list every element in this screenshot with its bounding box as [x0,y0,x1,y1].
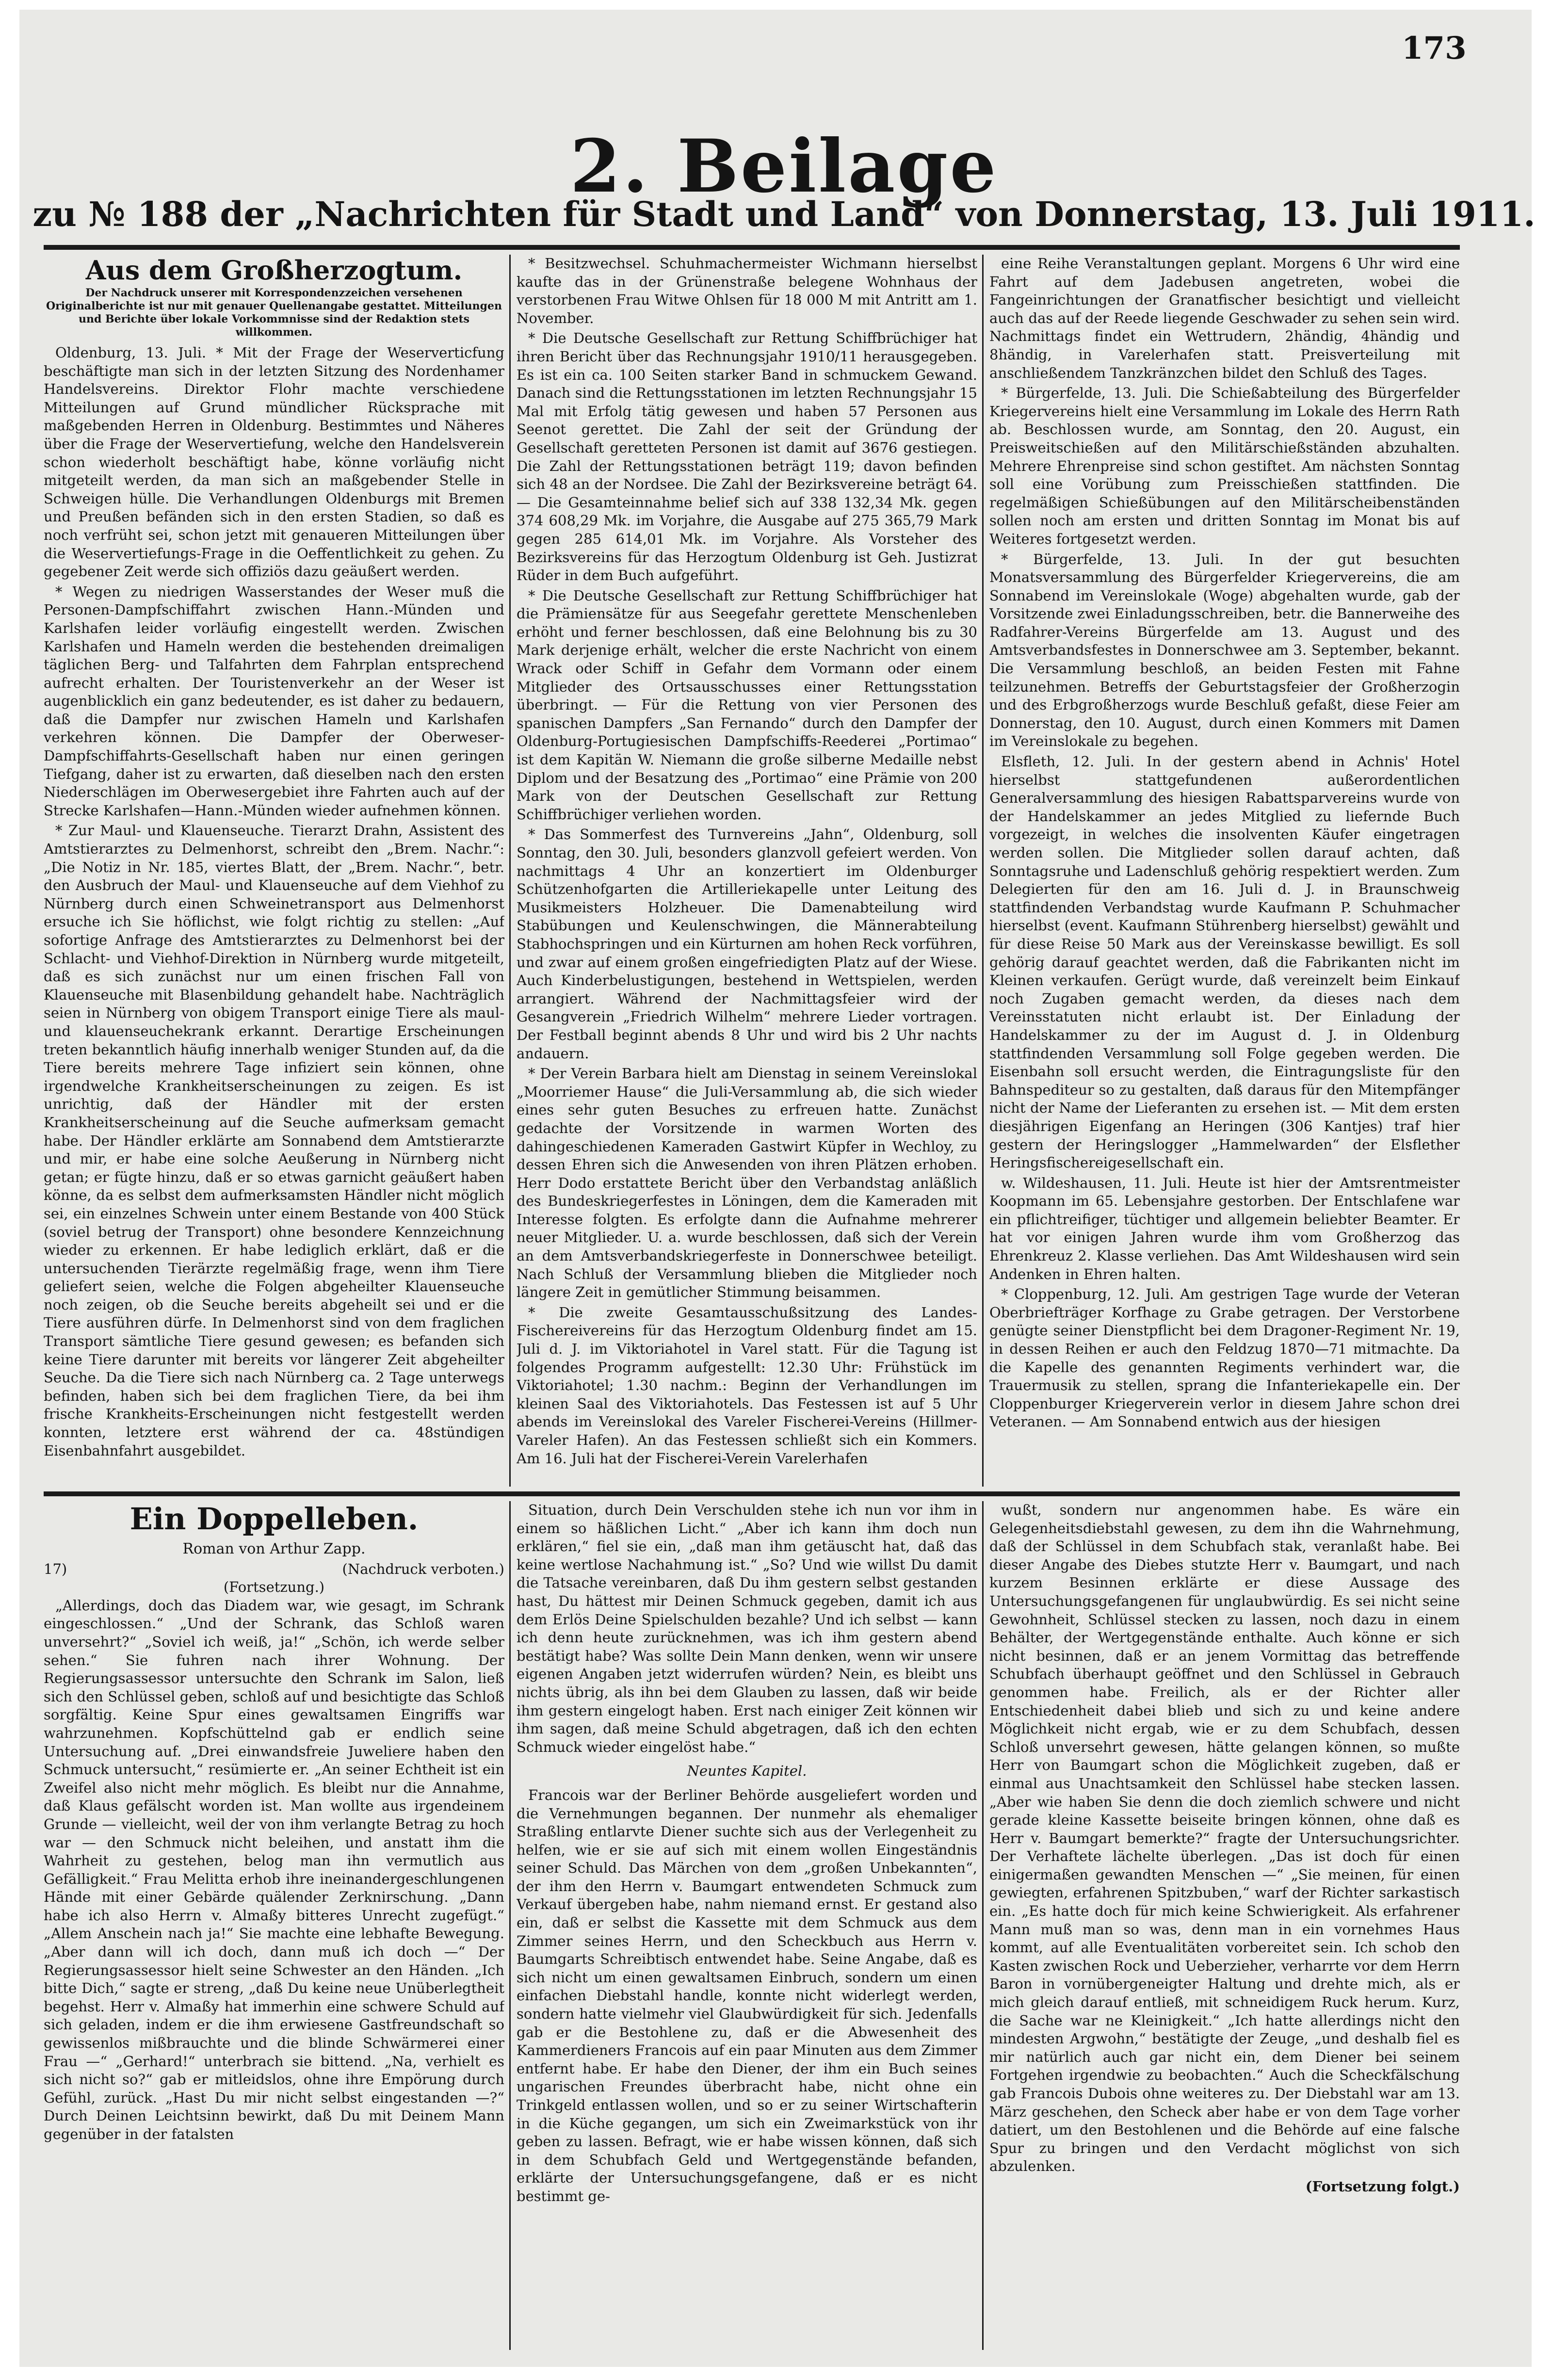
article-elsfleth: Elsfleth, 12. Juli. In der gestern abend in Achnis' Hotel hierselbst stattgefundenen außerordentlichen Generalversammlung des hiesigen Rabattsparvereins wurde von der Handelskammer an jedes Mitglied zu liefernde Buch vorgezeigt, in welches die insolventen Käufer eingetragen werden sollen. Die Mitglieder sollen darauf achten, daß Sonntagsruhe und Ladenschluß gehörig respektiert werden. Zum Delegierten für den am 16. Juli d. J. in Braunschweig stattfindenden Verbandstag wurde Kaufmann P. Schuhmacher hierselbst (event. Kaufmann Stührenberg hierselbst) gewählt und für diese Reise 50 Mark aus der Vereinskasse bewilligt. Es soll gehörig darauf geachtet werden, daß die Fabrikanten nicht im Kleinen verkaufen. Gerügt wurde, daß vereinzelt beim Einkauf noch Zugaben gemacht werden, da dieses nach dem Vereinsstatuten nicht erlaubt ist. Der Einladung der Handelskammer zu der im August d. J. in Oldenburg stattfindenden Versammlung soll Folge gegeben werden. Die Eisenbahn soll ersucht werden, die Eintragungsliste für den Bahnspediteur so zu gestalten, daß daraus für den Mitempfänger nicht der Name der Lieferanten zu ersehen ist. — Mit dem ersten diesjährigen Eigenfang an Heringen (306 Kantjes) traf hier gestern der Heringslogger „Hammelwarden“ der Elsflether Heringsfischereigesellschaft ein. [989,753,1460,1171]
article-weservertiefung: Oldenburg, 13. Juli. * Mit der Frage der Weserverticfung beschäftigte man sich in der letzten Sitzung des Nordenhamer Handelsvereins. Direktor Flohr machte verschiedene Mitteilungen auf Grund mündlicher Rücksprache mit maßgebenden Herren in Oldenburg. Bestimmtes und Näheres über die Frage der Weservertiefung, welche den Handelsverein schon wiederholt beschäftigt habe, könne vorläufig nicht mitgeteilt werden, da man sich an maßgebender Stelle in Schweigen hülle. Die Verhandlungen Oldenburgs mit Bremen und Preußen befänden sich in den ersten Stadien, so daß es noch verfrüht sei, schon jetzt mit genaueren Mitteilungen über die Weservertiefungs-Frage in die Oeffentlichkeit zu gehen. Zu gegebener Zeit werde sich offiziös dazu geäußert werden. [44,344,504,580]
article-besitzwechsel: * Besitzwechsel. Schuhmachermeister Wichmann hierselbst kaufte das in der Grünenstraße belegene Wohnhaus der verstorbenen Frau Witwe Ohlsen für 18 000 M mit Antritt am 1. November. [517,255,977,326]
continuation-label: (Fortsetzung.) [223,1579,325,1596]
novel-meta [44,1560,504,1579]
novel-text: „Allerdings, doch das Diadem war, wie gesagt, im Schrank eingeschlossen.“ „Und der Schrank, das Schloß waren unversehrt?“ „Soviel ich weiß, ja!“ „Schön, ich werde selber sehen.“ Sie fuhren nach ihrer Wohnung. Der Regierungsassessor untersuchte den Schrank im Salon, ließ sich den Schlüssel geben, schloß auf und besichtigte das Schloß sorgfältig. Keine Spur eines gewaltsamen Eingriffs war wahrzunehmen. Kopfschüttelnd gab er endlich seine Untersuchung auf. „Drei einwandsfreie Juweliere haben den Schmuck untersucht,“ resümierte er. „An seiner Echtheit ist ein Zweifel also nicht mehr möglich. Es bleibt nur die Annahme, daß Klaus gefälscht worden ist. Man wollte aus irgendeinem Grunde — vielleicht, weil der von ihm verlangte Betrag zu hoch war — den Schmuck nicht beleihen, und anstatt ihm die Wahrheit zu gestehen, belog man ihn vermutlich aus Gefälligkeit.“ Frau Melitta erhob ihre ineinandergeschlungenen Hände mit einer Gebärde quälender Zerknirschung. „Dann habe ich also Herrn v. Almaßy bitteres Unrecht zugefügt.“ „Allem Anschein nach ja!“ Sie machte eine lebhafte Bewegung. „Aber dann will ich doch, dann muß ich doch —“ Der Regierungsassessor hielt seine Schwester an den Händen. „Ich bitte Dich,“ sagte er streng, „daß Du keine neue Unüberlegtheit begehst. Herr v. Almaßy hat immerhin eine schwere Schuld auf sich geladen, indem er die ihm erwiesene Gastfreundschaft so gewissenlos mißbrauchte und die blinde Schwärmerei einer Frau —“ „Gerhard!“ unterbrach sie bittend. „Na, verhielt es sich nicht so?“ gab er mitleidslos, ohne ihre Empörung durch Gefühl, zurück. „Hast Du mir nicht selbst eingestanden —?“ Durch Deinen Leichtsinn bewirkt, daß Du mit Deinem Mann gegenüber in der fatalsten [44,1597,504,2142]
article-klauenseuche: * Zur Maul- und Klauenseuche. Tierarzt Drahn, Assistent des Amtstierarztes zu Delmenhorst, schreibt den „Brem. Nachr.“: „Die Notiz in Nr. 185, viertes Blatt, der „Brem. Nachr.“, betr. den Ausbruch der Maul- und Klauenseuche auf dem Viehhof zu Nürnberg durch einen Schweinetransport aus Delmenhorst ersuche ich Sie höflichst, wie folgt richtig zu stellen: „Auf sofortige Anfrage des Amtstierarztes zu Delmenhorst bei der Schlacht- und Viehhof-Direktion in Nürnberg wurde mitgeteilt, daß es sich zunächst nur um einen frischen Fall von Klauenseuche mit Blasenbildung gehandelt habe. Nachträglich seien in Nürnberg von obigem Transport einige Tiere als maul- und klauenseuchekrank erkannt. Derartige Erscheinungen treten bekanntlich häufig innerhalb weniger Stunden auf, da die Tiere bereits mehrere Tage infiziert sein können, ohne irgendwelche Krankheitserscheinungen zu zeigen. Es ist unrichtig, daß der Händler mit der ersten Krankheitserscheinung auf die Seuche aufmerksam gemacht habe. Der Händler erklärte am Sonnabend dem Amtstierarzte und mir, er habe eine solche Aeußerung in Nürnberg nicht getan; er fügte hinzu, daß er so etwas garnicht geäußert haben könne, da es selbst dem aufmerksamsten Händler nicht möglich sei, ein einzelnes Schwein unter einem Bestande von 400 Stück (soviel betrug der Transport) ohne besondere Kennzeichnung wieder zu erkennen. Er habe lediglich erklärt, daß er die untersuchenden Tierärzte regelmäßig frage, wenn ihm Tiere geliefert seien, welche die Folgen abgeheilter Klauenseuche noch zeigen, ob die Seuche bereits abgeheilt sei und er die Tiere ausführen dürfe. In Delmenhorst sind von dem fraglichen Transport sämtliche Tiere gesund gewesen; es befanden sich keine Tiere darunter mit bereits vor längerer Zeit abgeheilter Seuche. Da die Tiere sich nach Nürnberg ca. 2 Tage unterwegs befinden, haben sich bei dem fraglichen Tiere, da bei ihm frische Krankheits-Erscheinungen nicht festgestellt werden konnten, letztere erst während der ca. 48stündigen Eisenbahnfahrt ausgebildet. [44,822,504,1459]
page-title: 2. Beilage [570,124,998,209]
novel-column-1 [44,1501,504,2350]
article-fischereiverein: * Die zweite Gesamtausschußsitzung des Landes-Fischereivereins für das Herzogtum Oldenburg findet am 15. Juli d. J. im Viktoriahotel in Varel statt. Für die Tagung ist folgendes Programm aufgestellt: 12.30 Uhr: Frühstück im Viktoriahotel; 1.30 nachm.: Beginn der Verhandlungen im kleinen Saal des Viktoriahotels. Das Festessen ist auf 5 Uhr abends im Vereinslokal des Vareler Fischerei-Vereins (Hillmer-Vareler Hafen). An das Festessen schließt sich ein Kommers. Am 16. Juli hat der Fischerei-Verein Varelerhafen [517,1304,977,1467]
article-cloppenburg: * Cloppenburg, 12. Juli. Am gestrigen Tage wurde der Veteran Oberbriefträger Korfhage zu Grabe getragen. Der Verstorbene genügte seiner Dienstpflicht bei dem Dragoner-Regiment Nr. 19, in dessen Reihen er auch den Feldzug 1870—71 mitmachte. Da die Kapelle des genannten Regiments verhindert war, die Trauermusik zu stellen, sprang die Infanteriekapelle ein. Der Cloppenburger Kriegerverein verlor in diesem Jahre schon drei Veteranen. — Am Sonnabend entwich aus der hiesigen [989,1286,1460,1430]
article-schiffbruechige-bericht: * Die Deutsche Gesellschaft zur Rettung Schiffbrüchiger hat ihren Bericht über das Rechnungsjahr 1910/11 herausgegeben. Es ist ein ca. 100 Seiten starker Band in schmuckem Gewand. Danach sind die Rettungsstationen im letzten Rechnungsjahr 15 Mal mit Erfolg tätig gewesen und haben 57 Personen aus Seenot gerettet. Die Zahl der seit der Gründung der Gesellschaft geretteten Personen ist damit auf 3676 gestiegen. Die Zahl der Rettungsstationen beträgt 119; davon befinden sich 48 an der Nordsee. Die Zahl der Bezirksvereine beträgt 64. — Die Gesamteinnahme belief sich auf 338 132,34 Mk. gegen 374 608,29 Mk. im Vorjahre, die Ausgabe auf 275 365,79 Mark gegen 285 614,01 Mk. im Vorjahre. Als Vorsteher des Bezirksvereins für das Herzogtum Oldenburg ist Geh. Justizrat Rüder in dem Buch aufgeführt. [517,330,977,584]
novel-number: 17) [44,1560,67,1577]
novel-text: wußt, sondern nur angenommen habe. Es wäre ein Gelegenheitsdiebstahl gewesen, zu dem ihn die Wahrnehmung, daß der Schlüssel in dem Schubfach stak, veranlaßt habe. Bei dieser Angabe des Diebes stutzte Herr v. Baumgart, und nach kurzem Besinnen erklärte er diese Aussage des Untersuchungsgefangenen für unglaubwürdig. Es sei nicht seine Gewohnheit, Schlüssel stecken zu lassen, noch dazu in einem Behälter, der Wertgegenstände enthalte. Auch könne er sich nicht besinnen, daß er an jenem Vormittag das betreffende Schubfach überhaupt geöffnet und den Schlüssel in Gebrauch genommen habe. Freilich, als er der Richter aller Entschiedenheit dabei blieb und sich zu und keine andere Möglichkeit nicht ergab, wie er zu dem Schubfach, dessen Schloß unversehrt gewesen, hätte gelangen können, so mußte Herr von Baumgart schon die Möglichkeit zugeben, daß er einmal aus Unachtsamkeit den Schlüssel habe stecken lassen. „Aber wie haben Sie denn die doch ziemlich schwere und nicht gerade kleine Kassette beiseite bringen können, ohne daß es Herr v. Baumgart bemerkte?“ fragte der Untersuchungsrichter. Der Verhaftete lächelte überlegen. „Das ist doch für einen einigermaßen gewandten Menschen —“ „Sie meinen, für einen gewiegten, erfahrenen Spitzbuben,“ warf der Richter sarkastisch ein. „Es hatte doch für mich keine Schwierigkeit. Als erfahrener Mann muß man so was, denn man in ein vornehmes Haus kommt, auf alle Eventualitäten vorbereitet sein. Ich schob den Kasten zwischen Rock und Ueberzieher, verharrte vor dem Herrn Baron in vornübergeneigter Haltung und drehte mich, als er mich gleich darauf entließ, mit schneidigem Ruck herum. Kurz, die Sache war ne Kleinigkeit.“ „Ich hatte allerdings nicht den mindesten Argwohn,“ bestätigte der Zeuge, „und deshalb fiel es mir natürlich auch gar nicht ein, dem Diener bei seinem Fortgehen irgendwie zu beobachten.“ Auch die Scheckfälschung gab Francois Dubois ohne weiteres zu. Der Diebstahl war am 13. März geschehen, den Scheck aber habe er von dem Tage vorher datiert, um den Bestohlenen und die Behörde auf eine falsche Spur zu bringen und den Verdacht möglichst von sich abzulenken. [989,1502,1460,2175]
article-buergerfelde-schiessen: * Bürgerfelde, 13. Juli. Die Schießabteilung des Bürgerfelder Kriegervereins hielt eine Versammlung im Lokale des Herrn Rath ab. Beschlossen wurde, am Sonntag, den 20. August, ein Preisweitschießen auf den Militärschießständen abzuhalten. Mehrere Ehrenpreise sind schon gestiftet. Am nächsten Sonntag soll eine Vorübung zum Preisschießen stattfinden. Die regelmäßigen Schießübungen auf den Militärscheibenständen sollen noch am ersten und dritten Sonntag im Monat bis auf Weiteres fortgesetzt werden. [989,385,1460,547]
novel-text: Situation, durch Dein Verschulden stehe ich nun vor ihm in einem so häßlichen Licht.“ „Aber ich kann ihm doch nun erklären,“ fiel sie ein, „daß man ihm getäuscht hat, daß das keine wertlose Nachahmung ist.“ „So? Und wie willst Du damit die Tatsache vereinbaren, daß Du ihm gestern selbst gestanden hast, Du hättest mir Deinen Schmuck gegeben, damit ich aus dem Erlös Deine Spielschulden bezahle? Und ich selbst — kann ich denn heute zurücknehmen, was ich ihm gestern abend bestätigt habe? Was sollte Dein Mann denken, wenn wir unsere eigenen Angaben jetzt widerrufen würden? Nein, es bleibt uns nichts übrig, als ihn bei dem Glauben zu lassen, daß wir beide ihm gestern eingelogt haben. Erst nach einiger Zeit können wir ihm sagen, daß meine Schuld abgetragen, daß ich den echten Schmuck wieder eingelöst habe.“ [517,1502,977,1755]
column-divider [509,1501,511,2350]
article-schiffbruechige-praemien: * Die Deutsche Gesellschaft zur Rettung Schiffbrüchiger hat die Prämiensätze für aus Seegefahr gerettete Menschenleben erhöht und ferner beschlossen, daß eine Belohnung bis zu 30 Mark derjenige erhält, welcher die erste Nachricht von einem Wrack oder Schiff in Gefahr dem Vormann oder einem Mitglieder des Ortsausschusses einer Rettungsstation überbringt. — Für die Rettung von vier Personen des spanischen Dampfers „San Fernando“ durch den Dampfer der Oldenburg-Portugiesischen Dampfschiffs-Reederei „Portimao“ ist dem Kapitän W. Niemann die große silberne Medaille nebst Diplom und der Besatzung des „Portimao“ eine Prämie von 200 Mark von der Deutschen Gesellschaft zur Rettung Schiffbrüchiger verliehen worden. [517,587,977,823]
reprint-note: Der Nachdruck unserer mit Korrespondenzzeichen versehenen Originalberichte ist nur mit genauer Quellenangabe gestattet. Mitteilungen und Berichte über lokale Vorkommnisse sind der Redaktion stets willkommen. [46,287,502,339]
article-wildeshausen: w. Wildeshausen, 11. Juli. Heute ist hier der Amtsrentmeister Koopmann im 65. Lebensjahre gestorben. Der Entschlafene war ein pflichtreifiger, tüchtiger und allgemein beliebter Beamter. Er hat vor einigen Jahren wurde ihm vom Großherzog das Ehrenkreuz 2. Klasse verliehen. Das Amt Wildeshausen wird sein Andenken in Ehren halten. [989,1174,1460,1282]
column-1 [44,255,504,1487]
novel-byline: Roman von Arthur Zapp. [182,1540,366,1557]
article-turnverein-jahn: * Das Sommerfest des Turnvereins „Jahn“, Oldenburg, soll Sonntag, den 30. Juli, besonders glanzvoll gefeiert werden. Von nachmittags 4 Uhr an konzertiert im Oldenburger Schützenhofgarten die Artilleriekapelle unter Leitung des Musikmeisters Holzheuer. Die Damenabteilung wird Stabübungen und Keulenschwingen, die Männerabteilung Stabhochspringen und ein Kürturnen am hohen Reck vorführen, und zwar auf einem großen eingefriedigten Platz auf der Wiese. Auch Kinderbelustigungen, bestehend in Wettspielen, werden arrangiert. Während der Nachmittagsfeier wird der Gesangverein „Friedrich Wilhelm“ mehrere Lieder vortragen. Der Festball beginnt abends 8 Uhr und wird bis 2 Uhr nachts andauern. [517,826,977,1062]
novel-column-3 [989,1501,1460,2350]
column-2 [517,255,977,1487]
column-divider [982,255,984,1487]
page-number: 173 [1402,30,1467,66]
novel-title: Ein Doppelleben. [129,1501,419,1537]
article-wasserstand: * Wegen zu niedrigen Wasserstandes der Weser muß die Personen-Dampfschiffahrt zwischen Hann.-Münden und Karlshafen leider vorläufig eingestellt werden. Zwischen Karlshafen und Hameln werden die bestehenden dreimaligen täglichen Berg- und Talfahrten dem Fahrplan entsprechend aufrecht erhalten. Der Touristenverkehr an der Weser ist augenblicklich ein ganz bedeutender, es ist daher zu bedauern, daß die Dampfer nur zwischen Hameln und Karlshafen verkehren können. Die Dampfer der Oberweser-Dampfschiffahrts-Gesellschaft haben nur einen geringen Tiefgang, daher ist zu erwarten, daß dieselben nach den ersten Niederschlägen im Oberwesergebiet ihre Fahrten auch auf der Strecke Karlshafen—Hann.-Münden wieder aufnehmen können. [44,583,504,819]
page-subtitle: zu № 188 der „Nachrichten für Stadt und Land“ von Donnerstag, 13. Juli 1911. [32,194,1536,234]
column-divider [982,1501,984,2350]
novel-text: Francois war der Berliner Behörde ausgeliefert worden und die Vernehmungen begannen. Der nunmehr als ehemaliger Straßling entlarvte Diener suchte sich aus der Verlegenheit zu helfen, wie er sie auf sich mit einem wollen Eingeständnis seiner Schuld. Das Märchen von dem „großen Unbekannten“, der ihm den Herrn v. Baumgart entwendeten Schmuck zum Verkauf übergeben habe, nahm niemand ernst. Er gestand also ein, daß er selbst die Kassette mit dem Schmuck aus dem Zimmer seines Herrn, und den Scheckbuch aus Herrn v. Baumgarts Schreibtisch entwendet habe. Seine Angabe, daß es sich nicht um einen gewaltsamen Einbruch, sondern um einen einfachen Diebstahl handle, konnte nicht widerlegt werden, sondern hatte vielmehr viel Glaubwürdigkeit für sich. Jedenfalls gab er die Bestohlene zu, daß er die Abwesenheit des Kammerdieners Francois auf ein paar Minuten aus dem Zimmer entfernt habe. Er habe den Diener, der ihm ein Buch seines ungarischen Freundes überbracht habe, nicht ohne ein Trinkgeld entlassen wollen, und so er zu seiner Wirtschafterin in die Küche gegangen, um sich ein Zweimarkstück von ihr geben zu lassen. Befragt, wie er habe wissen können, daß sich in dem Schubfach Geld und Wertgegenstände befanden, erklärte der Untersuchungsgefangene, daß er es nicht bestimmt ge- [517,1786,977,2204]
header-rule [44,245,1460,250]
feuilleton-rule [44,1491,1460,1496]
section-heading: Aus dem Großherzogtum. [85,255,463,286]
article-buergerfelde-krieger: * Bürgerfelde, 13. Juli. In der gut besuchten Monatsversammlung des Bürgerfelder Kriegervereins, die am Sonnabend im Vereinslokale (Woge) abgehalten wurde, gab der Vorsitzende zwei Einladungsschreiben, betr. die Bannerweihe des Radfahrer-Vereins Bürgerfelde am 13. August und des Amtsverbandsfestes in Donnerschwee am 3. September, bekannt. Die Versammlung beschloß, an beiden Festen mit Fahne teilzunehmen. Betreffs der Geburtstagsfeier der Großherzogin und des Erbgroßherzogs wurde Beschluß gefaßt, diese Feier am Donnerstag, den 10. August, durch einen Kommers mit Damen im Vereinslokale zu begehen. [989,550,1460,750]
continued-notice: (Fortsetzung folgt.) [1305,2178,1460,2195]
article-fischereiverein-cont: eine Reihe Veranstaltungen geplant. Morgens 6 Uhr wird eine Fahrt auf dem Jadebusen angetreten, wobei die Fangeinrichtungen der Granatfischer besichtigt und vielleicht auch das auf der Reede liegende Geschwader zu sehen sein wird. Nachmittags findet ein Wettrudern, 2händig, 4händig und 8händig, in Varelerhafen statt. Preisverteilung mit anschließendem Tanzkränzchen bildet den Schluß des Tages. [989,255,1460,381]
article-verein-barbara: * Der Verein Barbara hielt am Dienstag in seinem Vereinslokal „Moorriemer Hause“ die Juli-Versammlung ab, die sich wieder eines sehr guten Besuches zu erfreuen hatte. Zunächst gedachte der Vorsitzende in warmen Worten des dahingeschiedenen Kameraden Gastwirt Küpfer in Wechloy, zu dessen Ehren sich die Anwesenden von ihren Plätzen erhoben. Herr Dodo erstattete Bericht über den Verbandstag anläßlich des Bundeskriegerfestes in Löningen, dem die Kameraden mit Interesse folgten. Es erfolgte dann die Aufnahme mehrerer neuer Mitglieder. U. a. wurde beschlossen, daß sich der Verein an dem Amtsverbandskriegerfeste in Donnerschwee beteiligt. Nach Schluß der Versammlung blieben die Mitglieder noch längere Zeit in gemütlicher Stimmung beisammen. [517,1065,977,1301]
column-divider [509,255,511,1487]
column-3 [989,255,1460,1487]
reprint-notice: (Nachdruck verboten.) [342,1560,504,1577]
chapter-heading: Neuntes Kapitel. [687,1763,807,1780]
novel-column-2 [517,1501,977,2350]
